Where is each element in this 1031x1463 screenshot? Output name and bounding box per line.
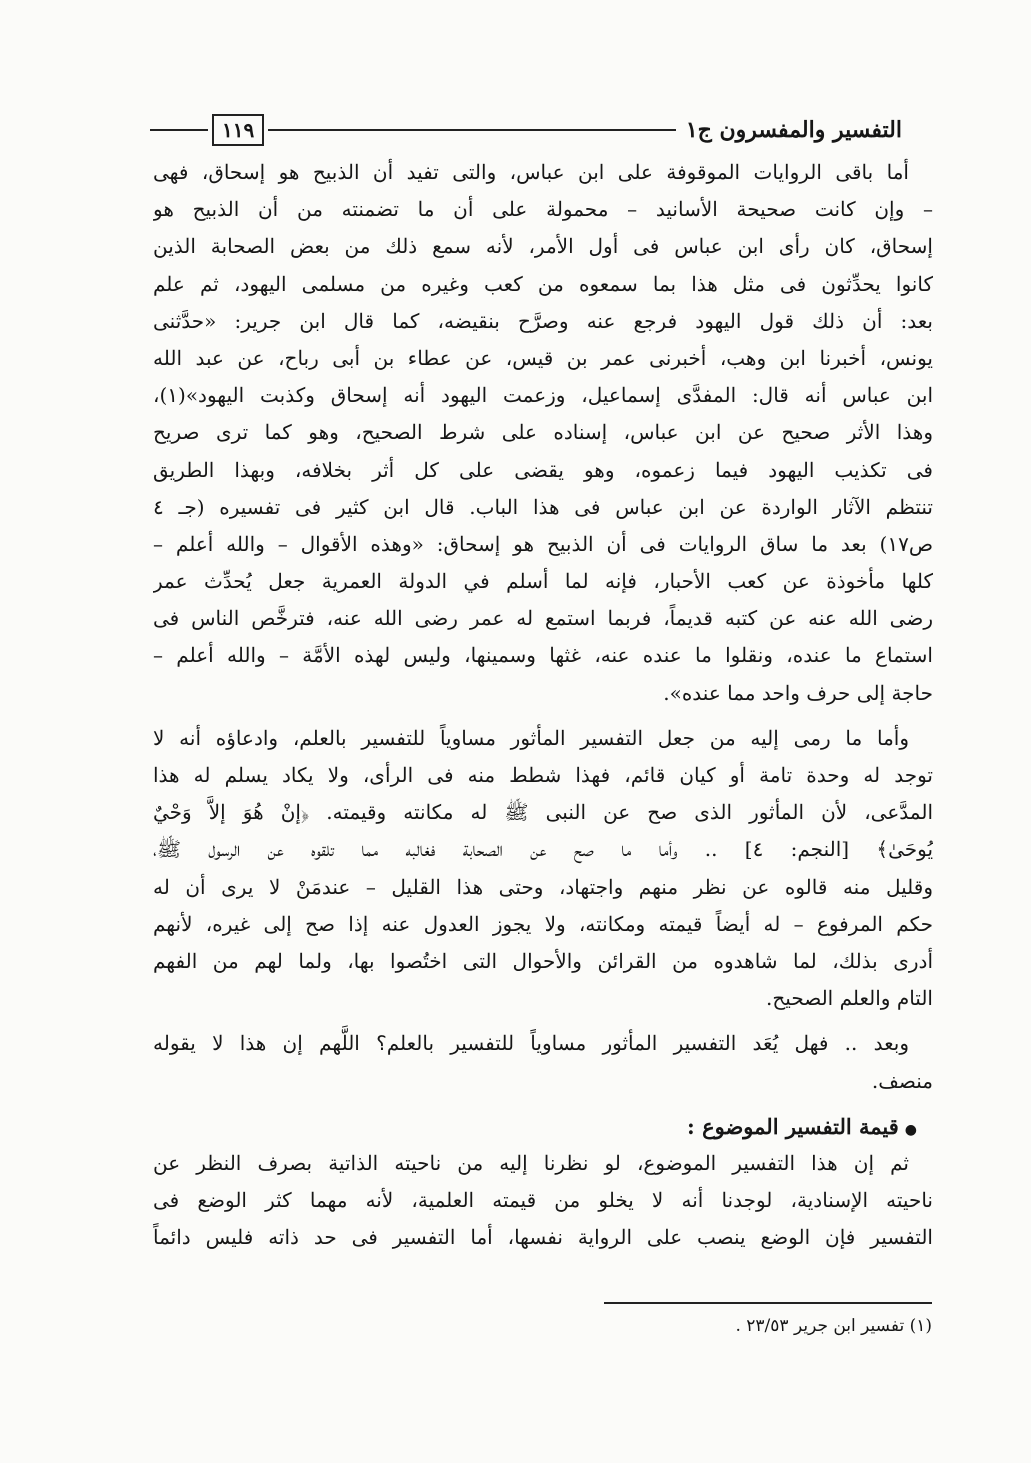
text-line: منصف. bbox=[871, 1068, 933, 1093]
text-line: فى تكذيب اليهود فيما زعموه، وهو يقضى على كل أثر بخلافه، وبهذا الطريق bbox=[153, 457, 933, 482]
text-line: ابن عباس أنه قال: المفدَّى إسماعيل، وزعمت اليهود أنه إسحاق وكذبت اليهود»(١)، bbox=[153, 383, 933, 408]
text-line: المدَّعى، لأن المأثور الذى صح عن النبى ﷺ له مكانته وقيمته. ﴿إنْ هُوَ إلاَّ وَحْيٌ bbox=[153, 800, 933, 825]
paragraph-gap bbox=[153, 1100, 933, 1108]
text-line: توجد له وحدة تامة أو كيان قائم، فهذا شطط منه فى الرأى، ولا يكاد يسلم له هذا bbox=[153, 763, 933, 787]
paragraph-2 bbox=[153, 720, 933, 1018]
text-line: ثم إن هذا التفسير الموضوع، لو نظرنا إليه من ناحيته الذاتية بصرف النظر عن bbox=[153, 1150, 909, 1175]
bullet-icon: ● bbox=[904, 1121, 917, 1138]
text-line: أما باقى الروايات الموقوفة على ابن عباس، والتى تفيد أن الذبيح هو إسحاق، فهى bbox=[153, 160, 909, 184]
text-line: تنتظم الآثار الواردة عن ابن عباس فى هذا الباب. قال ابن كثير فى تفسيره (جـ ٤ bbox=[153, 494, 933, 519]
text-line: وهذا الأثر صحيح عن ابن عباس، إسناده على شرط الصحيح، وهو كما ترى صريح bbox=[153, 420, 933, 445]
book-title: التفسير والمفسرون ج١ bbox=[685, 117, 902, 143]
paragraph-3 bbox=[153, 1025, 933, 1099]
text-line: يُوحَىٰ﴾ [النجم: ٤] .. وأما ما صح عن الصحابة فغالبه مما تلقوه عن الرسول ﷺ، bbox=[153, 837, 933, 862]
text-line: كانوا يحدِّثون فى مثل هذا بما سمعوه من كعب وغيره من مسلمى اليهود، ثم علم bbox=[153, 271, 933, 296]
text-line: التفسير فإن الوضع ينصب على الرواية نفسها، أما التفسير فى حد ذاته فليس دائماً bbox=[153, 1225, 933, 1250]
text-line: ص١٧) بعد ما ساق الروايات فى أن الذبيح هو إسحاق: «وهذه الأقوال – والله أعلم – bbox=[153, 531, 933, 556]
text-line: – وإن كانت صحيحة الأسانيد – محمولة على أن ما تضمنته من أن الذبيح هو bbox=[153, 197, 933, 222]
text-line: وقليل منه قالوه عن نظر منهم واجتهاد، وحتى هذا القليل – عندمَنْ لا يرى أن له bbox=[153, 874, 933, 899]
page-number: ١١٩ bbox=[212, 114, 264, 146]
paragraph-1 bbox=[153, 154, 933, 712]
paragraph-gap bbox=[153, 1017, 933, 1025]
main-text bbox=[153, 154, 933, 1256]
text-line: ناحيته الإسنادية، لوجدنا أنه لا يخلو من قيمته العلمية، لأنه مهما كثر الوضع فى bbox=[153, 1188, 933, 1213]
text-line: بعد: أن ذلك قول اليهود فرجع عنه وصرَّح بنقيضه، كما قال ابن جرير: «حدَّثنى bbox=[153, 308, 933, 333]
text-line: يونس، أخبرنا ابن وهب، أخبرنى عمر بن قيس، عن عطاء بن أبى رباح، عن عبد الله bbox=[153, 345, 933, 370]
text-line: أدرى بذلك، لما شاهدوه من القرائن والأحوال التى اختُصوا بها، ولما لهم من الفهم bbox=[153, 948, 933, 973]
header-rule-left bbox=[150, 129, 208, 131]
text-line: حكم المرفوع – له أيضاً قيمته ومكانته، ولا يجوز العدول عنه إذا صح إلى غيره، لأنهم bbox=[153, 911, 933, 936]
paragraph-gap bbox=[153, 712, 933, 720]
footnote: (١) تفسير ابن جرير ٢٣/٥٣ . bbox=[735, 1316, 932, 1336]
section-heading bbox=[153, 1108, 933, 1145]
text-line: التام والعلم الصحيح. bbox=[766, 986, 933, 1011]
text-line: رضى الله عنه عن كتبه قديماً، فربما استمع له عمر رضى الله عنه، فترخَّص الناس فى bbox=[153, 606, 933, 631]
text-line: وبعد .. فهل يُعَد التفسير المأثور مساوياً للتفسير بالعلم؟ اللَّهم إن هذا لا يقوله bbox=[153, 1031, 909, 1056]
text-line: استماع ما عنده، ونقلوا ما عنده عنه، غثها وسمينها، وليس لهذه الأمَّة – والله أعلم – bbox=[153, 643, 933, 668]
text-line: إسحاق، كان رأى ابن عباس فى أول الأمر، لأنه سمع ذلك من بعض الصحابة الذين bbox=[153, 234, 933, 259]
section-heading-text: قيمة التفسير الموضوع : bbox=[687, 1113, 899, 1139]
text-line: وأما ما رمى إليه من جعل التفسير المأثور مساوياً للتفسير بالعلم، وادعاؤه أنه لا bbox=[153, 725, 909, 750]
paragraph-4 bbox=[153, 1145, 933, 1257]
text-line: حاجة إلى حرف واحد مما عنده». bbox=[663, 680, 933, 705]
footnote-rule bbox=[604, 1302, 932, 1304]
running-header bbox=[150, 112, 932, 148]
header-rule bbox=[268, 129, 676, 131]
text-line: كلها مأخوذة عن كعب الأحبار، فإنه لما أسلم في الدولة العمرية جعل يُحدِّث عمر bbox=[153, 569, 933, 594]
